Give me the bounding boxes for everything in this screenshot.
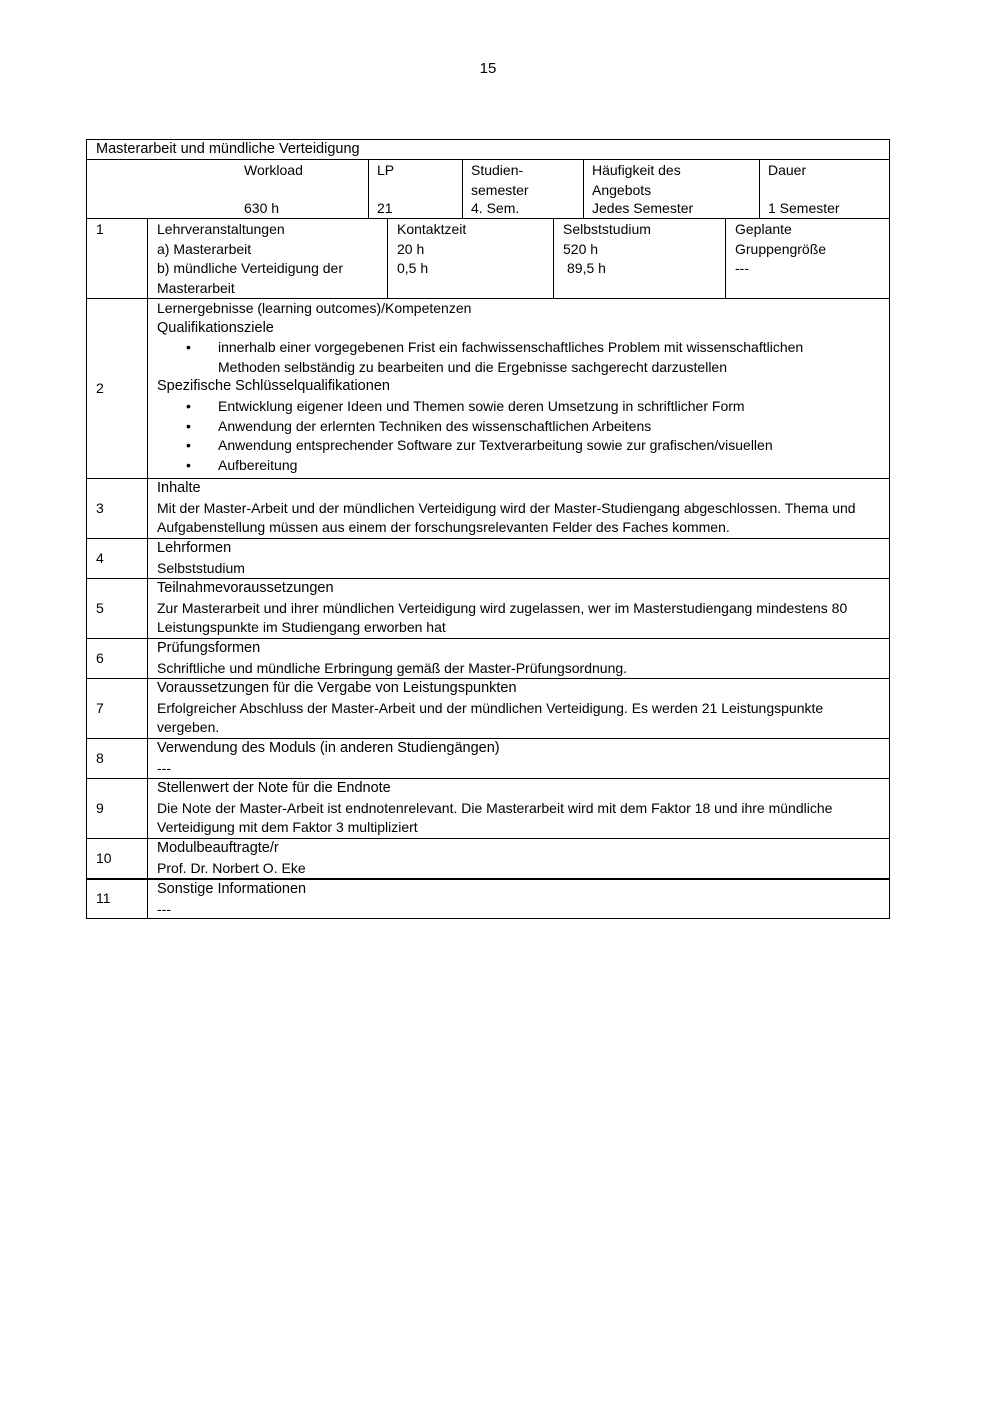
bullet: •: [186, 417, 191, 434]
self-study-cell: [553, 219, 725, 298]
section-heading: Sonstige Informationen: [157, 881, 307, 897]
module-title: Masterarbeit und mündliche Verteidigung: [87, 140, 889, 160]
section-row-5: [87, 579, 889, 639]
section-text: Mit der Master-Arbeit und der mündlichen Verteidigung wird der Master-Studiengang abgeschlossen. Thema und: [157, 499, 856, 516]
self-study-a: 520 h: [563, 240, 599, 257]
list-item: • Anwendung entsprechender Software zur Textverarbeitung sowie zur grafischen/visuellen: [218, 436, 889, 456]
row-number: 10: [87, 839, 148, 878]
duration-label: Dauer: [768, 162, 807, 178]
row-number: 11: [87, 880, 148, 918]
section-row-9: [87, 779, 889, 839]
contact-label: Kontaktzeit: [397, 221, 467, 237]
course-a: a) Masterarbeit: [157, 240, 252, 257]
lp-cell: [368, 160, 462, 218]
section-text: Schriftliche und mündliche Erbringung gemäß der Master-Prüfungsordnung.: [157, 659, 628, 676]
workload-label: Workload: [244, 162, 303, 178]
row-number: 9: [87, 779, 148, 838]
bullet: •: [186, 437, 191, 454]
list-item: • Entwicklung eigener Ideen und Themen sowie deren Umsetzung in schriftlicher Form: [218, 397, 889, 417]
courses-cell: [148, 219, 387, 298]
frequency-label: Häufigkeit des Angebots: [592, 162, 681, 198]
group-size-cell: [725, 219, 889, 298]
row-number: 4: [87, 539, 148, 578]
semester-cell: [462, 160, 583, 218]
section-text: Leistungspunkte im Studiengang erworben hat: [157, 619, 446, 636]
section-text: Verteidigung mit dem Faktor 3 multipliziert: [157, 819, 418, 836]
section-row-3: [87, 479, 889, 539]
outcomes-content: [148, 299, 889, 478]
page-number: 15: [479, 60, 497, 77]
section-row-8: [87, 739, 889, 779]
row-number: 3: [87, 479, 148, 538]
self-study-label: Selbststudium: [563, 221, 651, 237]
list-item: • innerhalb einer vorgegebenen Frist ein fachwissenschaftliches Problem mit wissenschaftlichen Methoden selbständig zu bearbeiten und die Ergebnisse sachgerecht darzustellen: [186, 339, 804, 375]
list-item: • Aufbereitung: [218, 456, 889, 476]
module-table: [86, 139, 890, 919]
section-text: Selbststudium: [157, 559, 245, 576]
section-row-10: [87, 839, 889, 880]
section-text: Erfolgreicher Abschluss der Master-Arbeit und der mündlichen Verteidigung. Es werden 21 Leistungspunkte vergeben.: [157, 699, 824, 736]
key-qualification-list: [157, 397, 889, 475]
section-heading: Modulbeauftragte/r: [157, 840, 279, 856]
courses-label: Lehrveranstaltungen: [157, 221, 285, 237]
list-item: • Anwendung der erlernten Techniken des wissenschaftlichen Arbeitens: [218, 417, 889, 437]
course-b-cont: Masterarbeit: [157, 279, 235, 296]
section-text: Aufgabenstellung müssen aus einem der forschungsrelevanten Felder des Faches kommen.: [157, 519, 730, 536]
frequency-cell: [583, 160, 759, 218]
section-row-11: [87, 880, 889, 918]
row-number: 8: [87, 739, 148, 778]
contact-b: 0,5 h: [397, 260, 429, 277]
frequency-value: Jedes Semester: [592, 200, 694, 216]
section-text: ---: [157, 759, 171, 776]
section-heading: Stellenwert der Note für die Endnote: [157, 780, 391, 796]
courses-row: [87, 219, 889, 299]
row-number: 2: [87, 299, 148, 478]
workload-cell: [236, 160, 356, 218]
lp-value: 21: [377, 200, 393, 216]
section-text: ---: [157, 900, 171, 917]
section-heading: Prüfungsformen: [157, 640, 261, 656]
row-number: 5: [87, 579, 148, 638]
section-heading: Teilnahmevoraussetzungen: [157, 580, 334, 596]
group-size-value: ---: [735, 260, 749, 277]
bullet: •: [186, 339, 191, 356]
contact-cell: [387, 219, 553, 298]
section-heading: Lehrformen: [157, 540, 232, 556]
section-heading: Verwendung des Moduls (in anderen Studiengängen): [157, 740, 500, 756]
section-text: Prof. Dr. Norbert O. Eke: [157, 859, 306, 876]
semester-value: 4. Sem.: [471, 200, 520, 216]
self-study-b: 89,5 h: [567, 260, 606, 277]
section-text: Zur Masterarbeit und ihrer mündlichen Verteidigung wird zugelassen, wer im Masterstudiengang mindestens 80: [157, 599, 848, 616]
qualification-list: [157, 338, 889, 377]
bullet: •: [186, 456, 191, 473]
qualification-heading: Qualifikationsziele: [157, 319, 274, 336]
workload-value: 630 h: [244, 200, 280, 216]
outcomes-row: [87, 299, 889, 479]
section-row-6: [87, 639, 889, 679]
group-size-label-cont: Gruppengröße: [735, 240, 827, 257]
row-number: 6: [87, 639, 148, 678]
group-size-label: Geplante: [735, 221, 792, 237]
outcomes-heading: Lernergebnisse (learning outcomes)/Kompetenzen: [157, 300, 472, 316]
section-row-7: [87, 679, 889, 739]
module-header-row: [87, 160, 889, 219]
row-number: 1: [87, 219, 148, 298]
section-heading: Voraussetzungen für die Vergabe von Leistungspunkten: [157, 680, 517, 696]
course-b: b) mündliche Verteidigung der: [157, 260, 344, 277]
duration-value: 1 Semester: [768, 200, 840, 216]
bullet: •: [186, 397, 191, 414]
section-text: Die Note der Master-Arbeit ist endnotenrelevant. Die Masterarbeit wird mit dem Faktor 18 und ihre mündliche: [157, 799, 833, 816]
contact-a: 20 h: [397, 240, 425, 257]
semester-label: Studien- semester: [471, 162, 529, 198]
row-number: 7: [87, 679, 148, 738]
key-qualification-heading: Spezifische Schlüsselqualifikationen: [157, 378, 390, 395]
lp-label: LP: [377, 162, 395, 178]
section-row-4: [87, 539, 889, 579]
duration-cell: [759, 160, 889, 218]
section-heading: Inhalte: [157, 480, 201, 496]
